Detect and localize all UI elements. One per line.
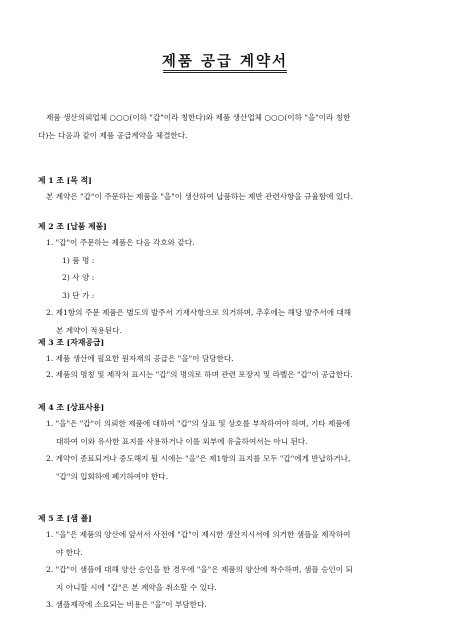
article-line: "갑"의 입회하에 폐기하여야 한다. [56, 472, 169, 481]
article-line: 본 계약이 적용된다. [56, 326, 122, 335]
article-line: 야 한다. [56, 548, 83, 557]
intro-line: 제품 생산의뢰업체 ○○○(이하 "갑"이라 칭한다)와 제품 생산업체 ○○○(이하 "을"이라 칭한 [46, 113, 351, 122]
title-underline-top [163, 70, 287, 71]
article-line: 1. 제품 생산에 필요한 원자재의 공급은 "을"이 담당한다. [46, 354, 234, 363]
article-line: 2. 제품의 명칭 및 제작처 표시는 "갑"의 명의로 하며 관련 포장지 및 라벨은 "갑"이 공급한다. [46, 370, 353, 379]
article-heading: 제 4 조 [상표사용] [38, 403, 105, 412]
document-title: 제품 공급 계약서 [161, 53, 289, 70]
title-underline-bottom [163, 72, 287, 73]
intro-line: 다)는 다음과 같이 제품 공급계약을 체결한다. [38, 131, 188, 140]
article-line: 2) 사 양 : [62, 273, 95, 282]
article-line: 본 계약은 "갑"이 주문하는 제품을 "을"이 생산하여 납품하는 제반 관련사항을 규율함에 있다. [46, 192, 354, 201]
article-line: 3. 샘플제작에 소요되는 비용은 "을"이 부담한다. [46, 600, 207, 609]
article-line: 1. "을"은 제품의 양산에 앞서서 사전에 "갑"이 제시한 생산지시서에 의거한 샘플을 제작하여 [46, 530, 351, 539]
article-line: 1. "갑"이 주문하는 제품은 다음 각호와 같다. [46, 238, 195, 247]
article-line: 지 아니할 시에 "갑"은 본 계약을 취소할 수 있다. [56, 583, 217, 592]
article-line: 3) 단 가 : [62, 291, 95, 300]
article-heading: 제 5 조 [샘 플] [38, 514, 92, 523]
article-heading: 제 1 조 [목 적] [38, 176, 92, 185]
article-line: 2. 제1항의 주문 제품은 별도의 발주서 기재사항으로 의거하며, 추후에는 해당 발주서에 대해 [46, 308, 352, 317]
article-line: 2. "갑"이 샘플에 대해 양산 승인을 한 경우에 "을"은 제품의 양산에 착수하며, 샘플 승인이 되 [46, 565, 353, 574]
article-line: 1) 품 명 : [62, 256, 95, 265]
article-line: 2. 계약이 종료되거나 중도해지 될 시에는 "을"은 제1항의 표지를 모두 "갑"에게 반납하거나, [46, 454, 351, 463]
article-heading: 제 3 조 [자재공급] [38, 338, 105, 347]
article-heading: 제 2 조 [납품 제품] [38, 222, 107, 231]
article-line: 대하여 이와 유사한 표지를 사용하거나 이를 외부에 유출하여서는 아니 된다. [56, 437, 308, 446]
article-line: 1. "을"은 "갑"이 의뢰한 제품에 대하여 "갑"의 상표 및 상호를 부착하여야 하며, 기타 제품에 [46, 419, 351, 428]
